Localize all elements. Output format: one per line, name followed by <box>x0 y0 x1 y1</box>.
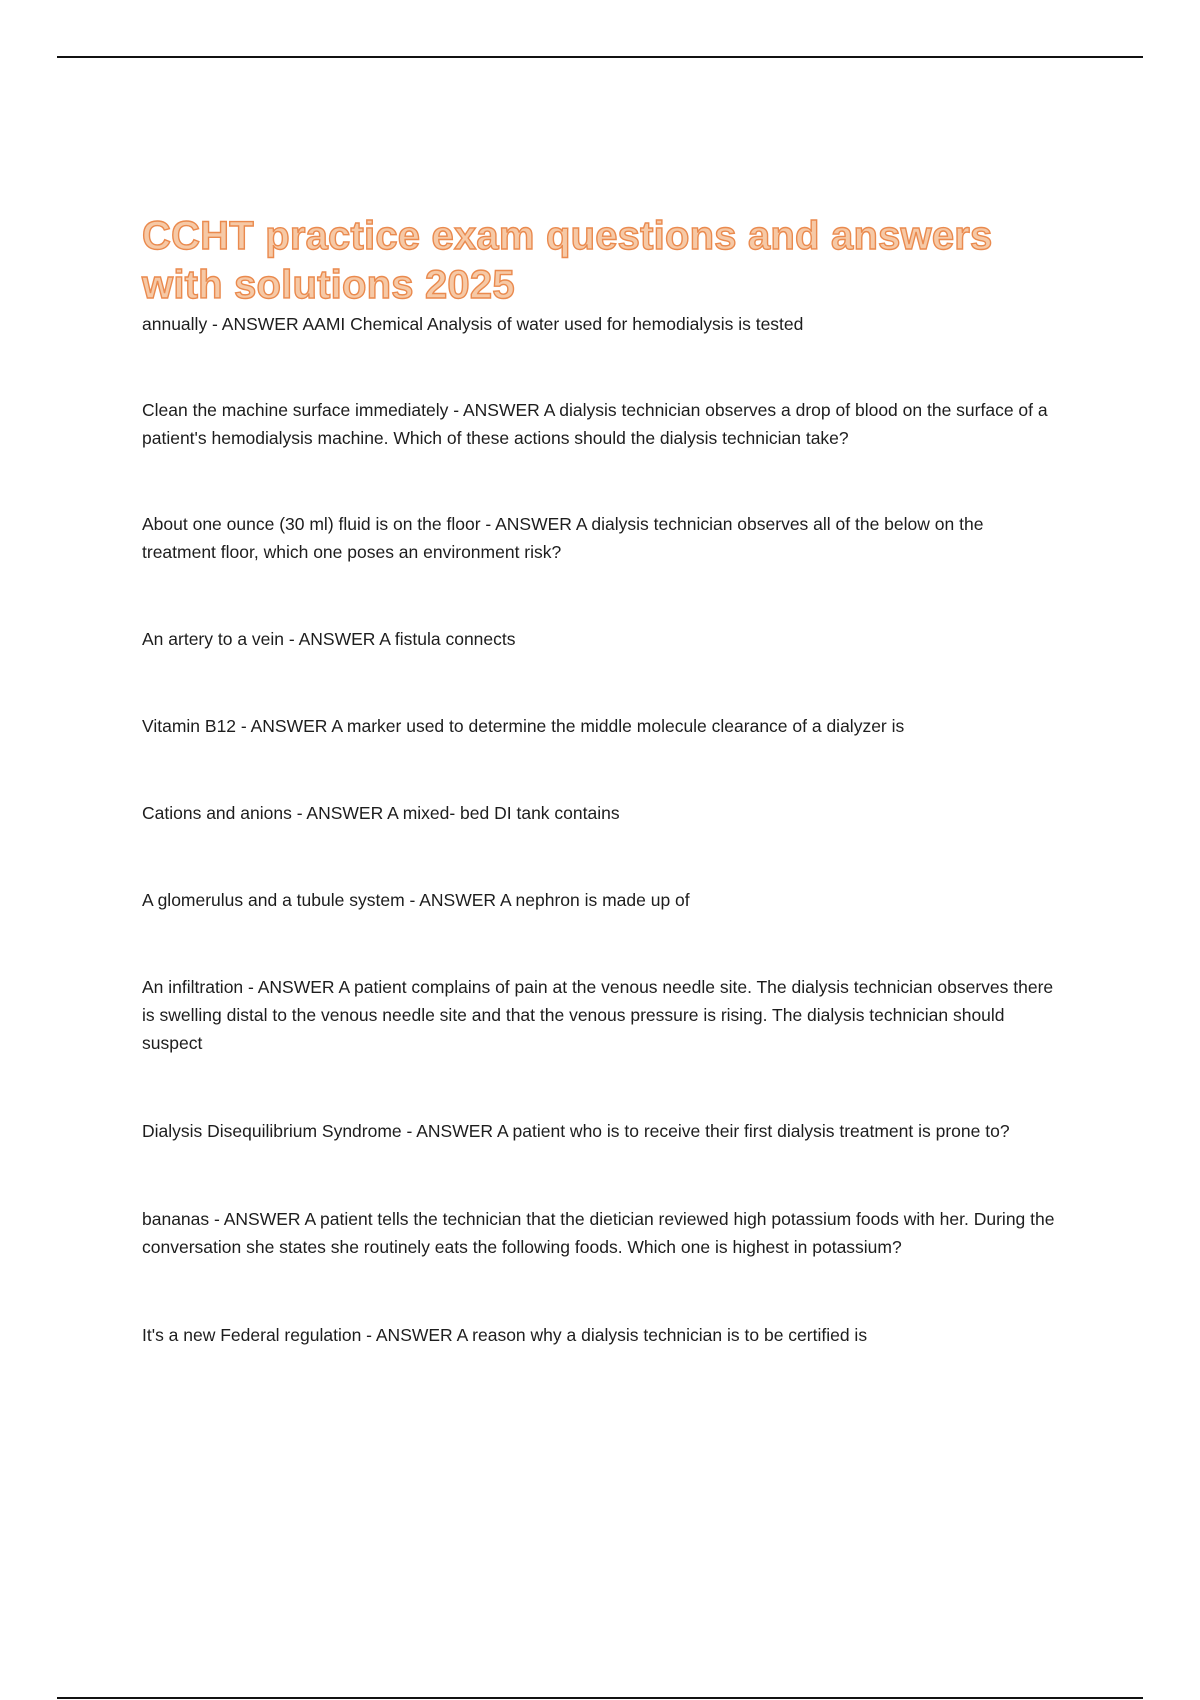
bottom-rule <box>57 1697 1143 1699</box>
qa-list <box>142 310 1062 1349</box>
qa-item: annually - ANSWER AAMI Chemical Analysis of water used for hemodialysis is tested <box>142 314 804 334</box>
qa-item: Vitamin B12 - ANSWER A marker used to determine the middle molecule clearance of a dialyzer is <box>142 716 905 736</box>
qa-item: Cations and anions - ANSWER A mixed- bed DI tank contains <box>142 803 620 823</box>
qa-item: An artery to a vein - ANSWER A fistula connects <box>142 629 516 649</box>
qa-item: Clean the machine surface immediately - ANSWER A dialysis technician observes a drop of blood on the surface of a patient's hemodialysis machine. Which of these actions should the dialysis technician take? <box>142 400 1048 448</box>
document-title: CCHT practice exam questions and answers with solutions 2025 <box>142 214 993 307</box>
qa-item: About one ounce (30 ml) fluid is on the floor - ANSWER A dialysis technician observes all of the below on the treatment floor, which one poses an environment risk? <box>142 514 984 562</box>
qa-item: A glomerulus and a tubule system - ANSWER A nephron is made up of <box>142 890 690 910</box>
document-body <box>142 212 1062 1349</box>
top-rule <box>57 56 1143 58</box>
qa-item: It's a new Federal regulation - ANSWER A reason why a dialysis technician is to be certified is <box>142 1325 868 1345</box>
qa-item: An infiltration - ANSWER A patient complains of pain at the venous needle site. The dialysis technician observes there is swelling distal to the venous needle site and that the venous pressure is rising. The dialysis technician should suspect <box>142 977 1054 1053</box>
qa-item: Dialysis Disequilibrium Syndrome - ANSWER A patient who is to receive their first dialysis treatment is prone to? <box>142 1121 1010 1141</box>
qa-item: bananas - ANSWER A patient tells the technician that the dietician reviewed high potassium foods with her. During the conversation she states she routinely eats the following foods. Which one is highest in potassium? <box>142 1209 1055 1257</box>
